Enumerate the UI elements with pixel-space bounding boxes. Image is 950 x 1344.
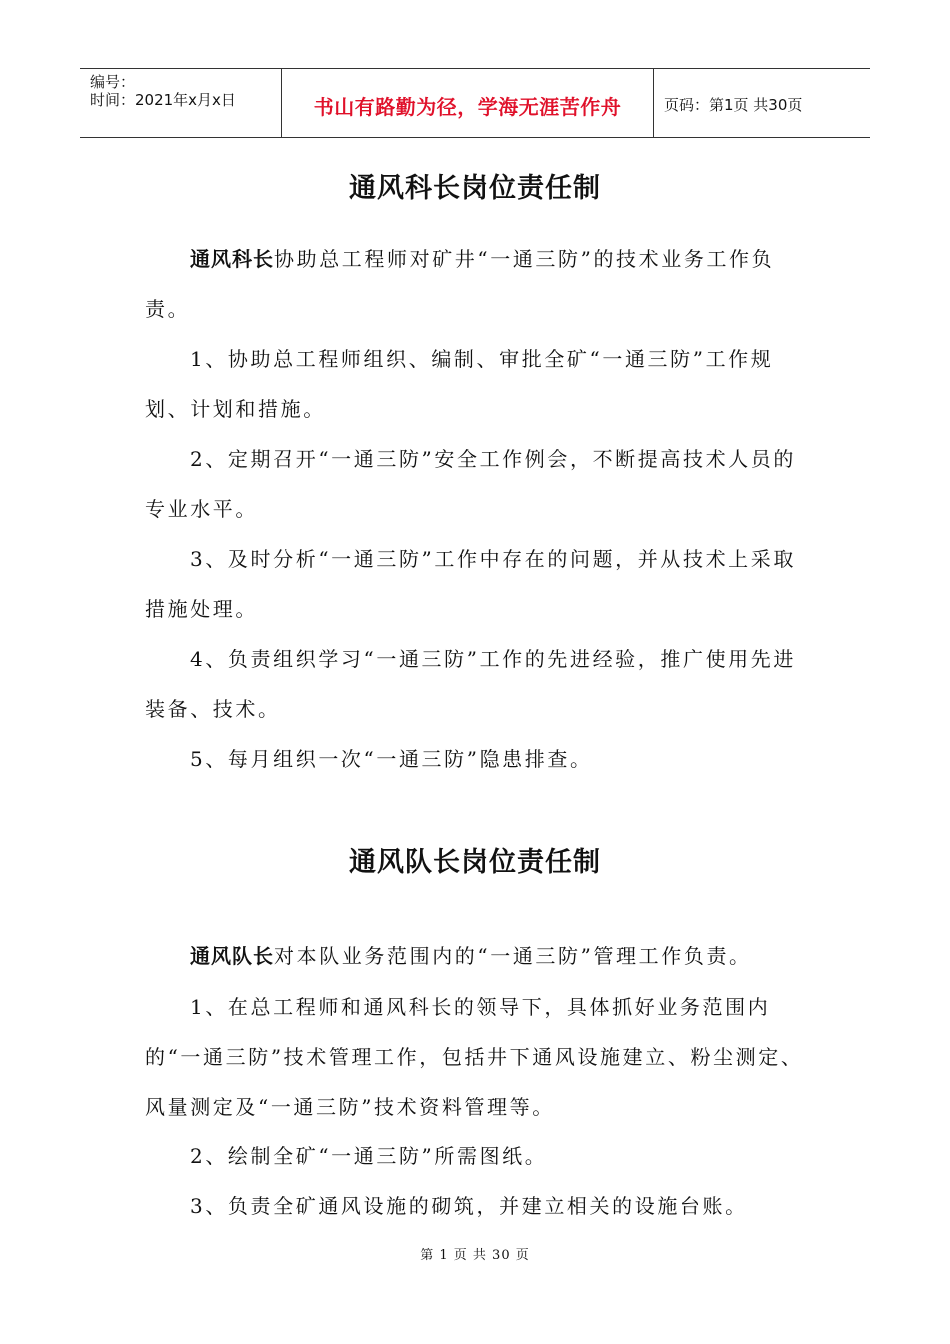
section-title: 通风科长岗位责任制	[349, 173, 601, 204]
list-item: 3、及时分析“一通三防”工作中存在的问题，并从技术上采取措施处理。	[145, 547, 796, 621]
section-title: 通风队长岗位责任制	[349, 847, 601, 878]
list-item: 2、绘制全矿“一通三防”所需图纸。	[190, 1144, 548, 1168]
header-motto-cell	[282, 69, 654, 137]
intro-rest: 对本队业务范围内的“一通三防”管理工作负责。	[274, 944, 752, 968]
intro-rest: 协助总工程师对矿井“一通三防”的技术业务工作负责。	[145, 247, 775, 321]
section-intro	[145, 234, 810, 334]
list-item: 3、负责全矿通风设施的砌筑，并建立相关的设施台账。	[190, 1194, 748, 1218]
list-item: 4、负责组织学习“一通三防”工作的先进经验，推广使用先进装备、技术。	[145, 647, 796, 721]
header-page-cell	[654, 69, 870, 137]
list-item: 2、定期召开“一通三防”安全工作例会，不断提高技术人员的专业水平。	[145, 447, 796, 521]
header-meta-cell	[80, 69, 282, 137]
intro-lead: 通风队长	[190, 944, 274, 968]
section-intro	[145, 931, 810, 981]
time-label: 时间：2021年x月x日	[90, 91, 236, 109]
document-header	[80, 68, 870, 138]
page-info: 页码：第1页 共30页	[664, 95, 803, 114]
list-item: 1、协助总工程师组织、编制、审批全矿“一通三防”工作规划、计划和措施。	[145, 347, 774, 421]
intro-lead: 通风科长	[190, 247, 274, 271]
page-footer: 第 1 页 共 30 页	[420, 1248, 530, 1263]
number-label: 编号：	[90, 73, 136, 91]
list-item: 5、每月组织一次“一通三防”隐患排查。	[190, 747, 593, 771]
motto-text: 书山有路勤为径，学海无涯苦作舟	[313, 94, 622, 119]
list-item: 1、在总工程师和通风科长的领导下，具体抓好业务范围内的“一通三防”技术管理工作，包括井下通风设施建立、粉尘测定、风量测定及“一通三防”技术资料管理等。	[145, 995, 804, 1119]
